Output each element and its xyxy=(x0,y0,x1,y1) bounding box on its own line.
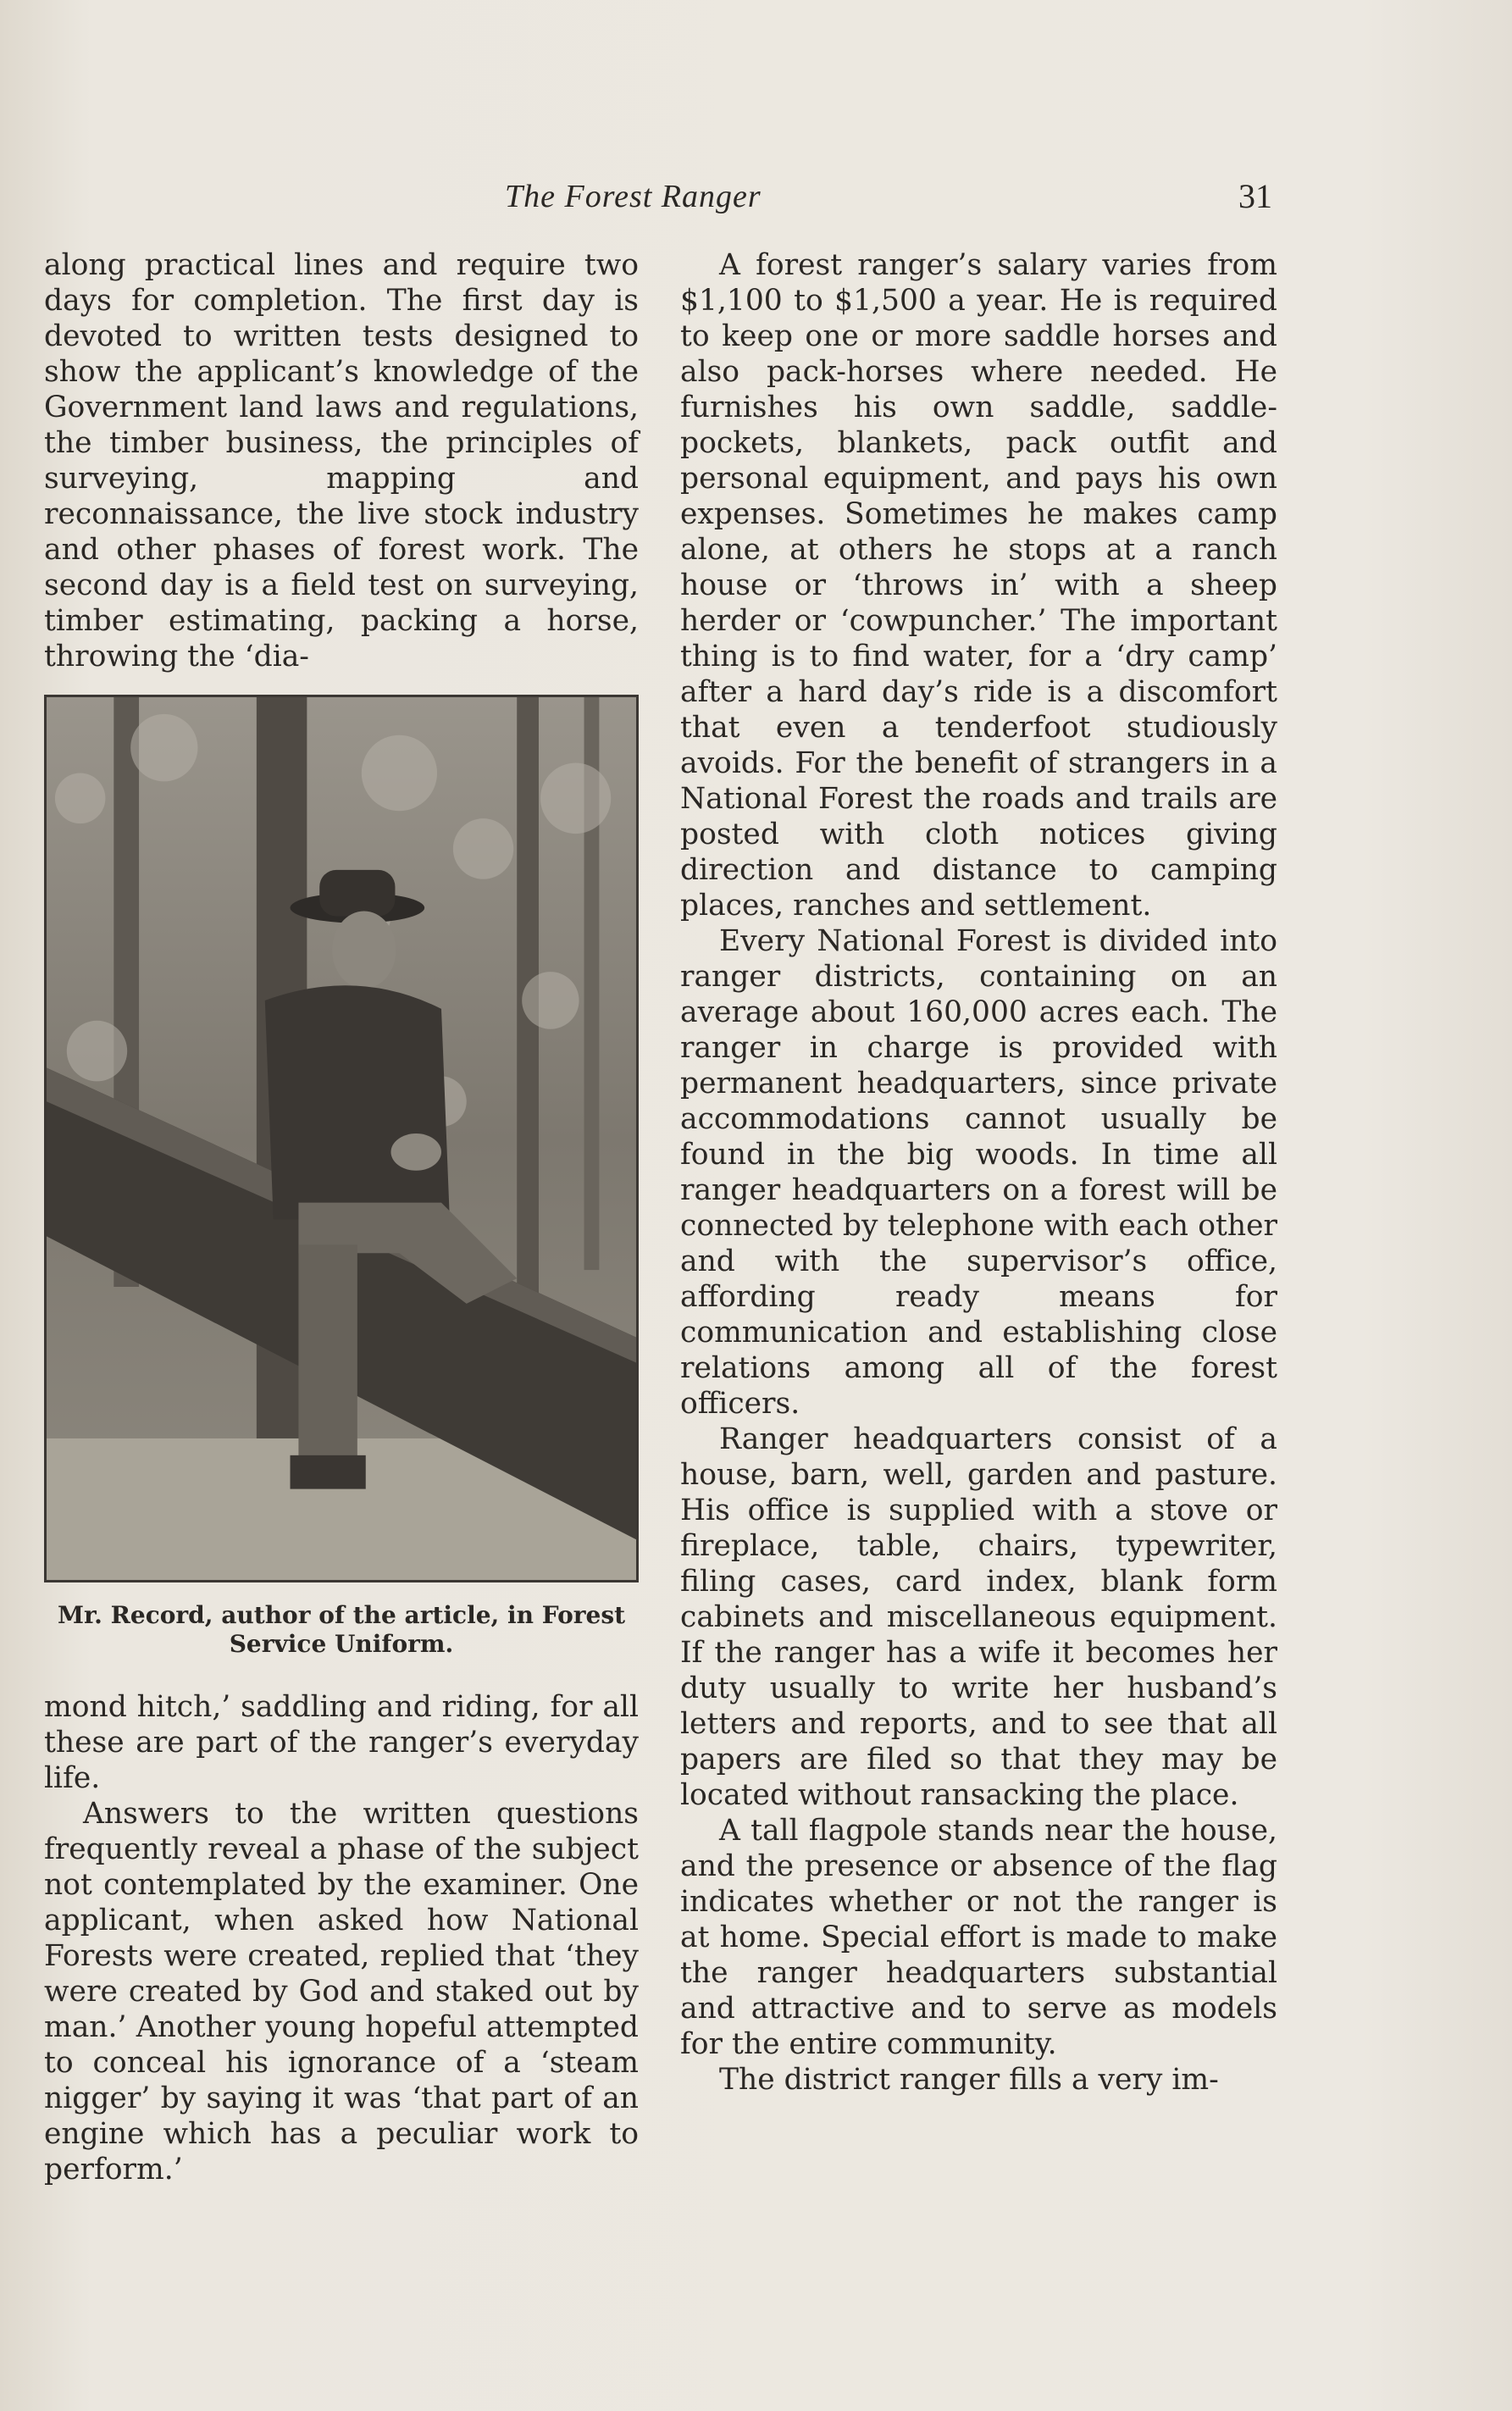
left-paragraph-2: mond hitch,’ saddling and riding, for all these are part of the ranger’s everyday life. xyxy=(44,1690,639,1795)
left-paragraph-1: along practical lines and require two days for completion. The first day is devoted to written tests designed to show the applicant’s knowledge of the Government land laws and regulations, the timber business, the principles of surveying, mapping and reconnaissance, the live stock industry and other phases of forest work. The second day is a field test on surveying, timber estimating, packing a horse, throwing the ‘dia- xyxy=(44,248,639,673)
right-paragraph-1: A forest ranger’s salary varies from $1,100 to $1,500 a year. He is required to keep one or more saddle horses and also pack-horses where needed. He furnishes his own saddle, saddle-pockets, blankets, pack outfit and personal equipment, and pays his own expenses. Sometimes he makes camp alone, at others he stops at a ranch house or ‘throws in’ with a sheep herder or ‘cowpuncher.’ The important thing is to find water, for a ‘dry camp’ after a hard day’s ride is a discomfort that even a tenderfoot studiously avoids. For the benefit of strangers in a National Forest the roads and trails are posted with cloth notices giving direction and distance to camping places, ranches and settlement. xyxy=(680,248,1277,923)
right-paragraph-5: The district ranger fills a very im- xyxy=(719,2063,1219,2097)
left-column xyxy=(44,247,639,2187)
right-column xyxy=(680,247,1277,2098)
running-title: The Forest Ranger xyxy=(505,179,762,214)
page-number: 31 xyxy=(1238,177,1272,215)
ranger-photograph xyxy=(44,695,639,1582)
photograph-of-ranger-sitting-on-log-icon xyxy=(47,697,636,1580)
right-paragraph-2: Every National Forest is divided into ranger districts, containing on an average about 160,000 acres each. The ranger in charge is provided with permanent headquarters, since private accommodations cannot usually be found in the big woods. In time all ranger headquarters on a forest will be connected by telephone with each other and with the supervisor’s office, affording ready means for communication and establishing close relations among all of the forest officers. xyxy=(680,924,1277,1421)
photo-caption: Mr. Record, author of the article, in Forest Service Uniform. xyxy=(57,1601,626,1658)
right-paragraph-4: A tall flagpole stands near the house, and the presence or absence of the flag indicates whether or not the ranger is at home. Special effort is made to make the ranger headquarters substantial and attractive and to serve as models for the entire community. xyxy=(680,1814,1277,2061)
left-paragraph-3: Answers to the written questions frequently reveal a phase of the subject not contemplated by the examiner. One applicant, when asked how National Forests were created, replied that ‘they were created by God and staked out by man.’ Another young hopeful attempted to conceal his ignorance of a ‘steam nigger’ by saying it was ‘that part of an engine which has a peculiar work to perform.’ xyxy=(44,1797,639,2187)
right-paragraph-3: Ranger headquarters consist of a house, barn, well, garden and pasture. His office is supplied with a stove or fireplace, table, chairs, typewriter, filing cases, card index, blank form cabinets and miscellaneous equipment. If the ranger has a wife it becomes her duty usually to write her husband’s letters and reports, and to see that all papers are filed so that they may be located without ransacking the place. xyxy=(680,1422,1277,1812)
